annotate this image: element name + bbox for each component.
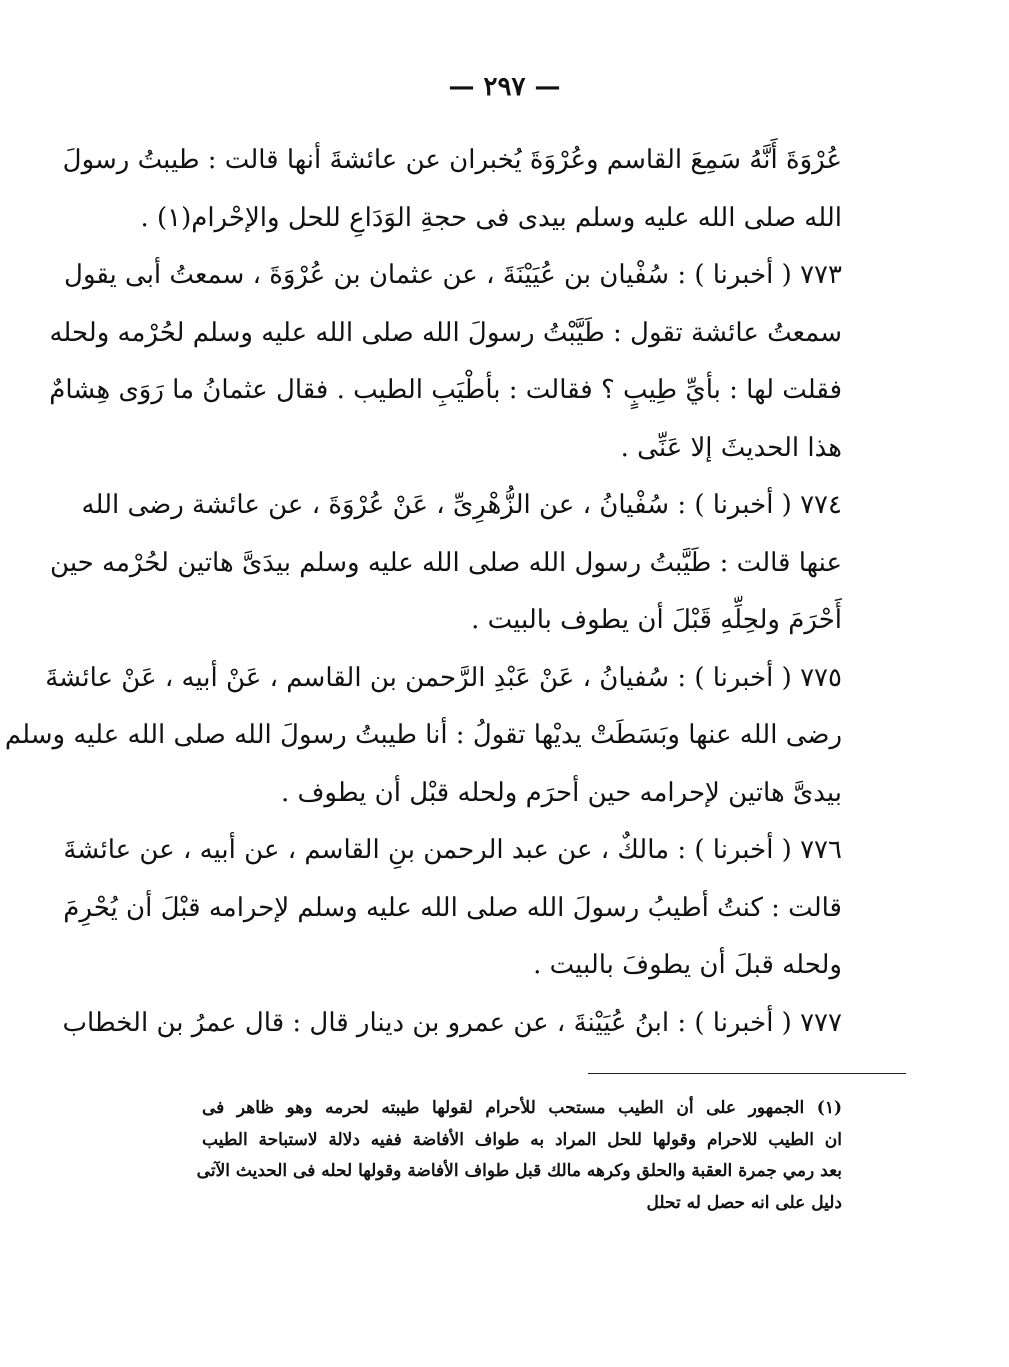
- footnote-line: دليل على انه حصل له تحلل: [646, 1192, 842, 1213]
- footnote-divider: [588, 1073, 906, 1074]
- text-line: بيدىَّ هاتين لإحرامه حين أحرَم ولحله قبْل أن يطوف .: [280, 777, 842, 808]
- text-line: عُرْوَةَ أَنَّهُ سَمِعَ القاسم وعُرْوَةَ يُخبران عن عائشةَ أنها قالت : طيبتُ رسولَ: [62, 145, 842, 175]
- page-number: — ٢٩٧ —: [448, 72, 561, 102]
- text-line: هذا الحديثَ إلا عَنِّى .: [620, 432, 842, 463]
- main-text: [4, 132, 842, 1052]
- text-line: فقلت لها : بأيِّ طِيبٍ ؟ فقالت : بأطْيَبِ الطيب . فقال عثمانُ ما رَوَى هِشامٌ: [49, 375, 842, 405]
- footnote-line: بعد رمي جمرة العقبة والحلق وكرهه مالك قبل طواف الأفاضة وقولها لحله فى الحديث الآتى: [196, 1161, 842, 1181]
- text-line: رضى الله عنها وبَسَطَتْ يديْها تقولُ : أنا طيبتُ رسولَ الله صلى الله عليه وسلم: [4, 720, 842, 750]
- text-line: الله صلى الله عليه وسلم بيدى فى حجةِ الوَدَاعِ للحل والإحْرام(١) .: [140, 202, 842, 233]
- text-line: ولحله قبلَ أن يطوفَ بالبيت .: [533, 950, 842, 980]
- text-line: ٧٧٥ ( أخبرنا ) : سُفيانُ ، عَنْ عَبْدِ الرَّحمن بن القاسم ، عَنْ أبيه ، عَنْ عائشةَ: [45, 662, 842, 693]
- text-line: ٧٧٦ ( أخبرنا ) : مالكٌ ، عن عبد الرحمن بنِ القاسم ، عن أبيه ، عن عائشةَ: [63, 835, 842, 865]
- text-line: ٧٧٤ ( أخبرنا ) : سُفْيانُ ، عن الزُّهْرِىِّ ، عَنْ عُرْوَةَ ، عن عائشة رضى الله: [81, 490, 842, 520]
- text-line: قالت : كنتُ أطيبُ رسولَ الله صلى الله عليه وسلم لإحرامه قبْلَ أن يُحْرِمَ: [63, 892, 842, 923]
- footnotes: [196, 1093, 842, 1219]
- footnote-line: ان الطيب للاحرام وقولها للحل المراد به طواف الأفاضة ففيه دلالة لاستباحة الطيب: [202, 1129, 842, 1150]
- text-line: ٧٧٧ ( أخبرنا ) : ابنُ عُيَيْنةَ ، عن عمرو بن دينار قال : قال عمرُ بن الخطاب: [62, 1007, 842, 1038]
- text-line: أَحْرَمَ ولحِلِّهِ قَبْلَ أن يطوف بالبيت .: [471, 605, 842, 635]
- footnote-line: (١) الجمهور على أن الطيب مستحب للأحرام لقولها طيبته لحرمه وهو ظاهر فى: [202, 1098, 842, 1118]
- text-line: عنها قالت : طَيَّبتُ رسول الله صلى الله عليه وسلم بيدَىَّ هاتين لحُرْمه حين: [50, 547, 842, 578]
- text-line: سمعتُ عائشة تقول : طَيَّبْتُ رسولَ الله صلى الله عليه وسلم لحُرْمه ولحله: [49, 317, 842, 348]
- text-line: ٧٧٣ ( أخبرنا ) : سُفْيان بن عُيَيْنَةَ ، عن عثمان بن عُرْوَةَ ، سمعتُ أبى يقول: [64, 260, 842, 290]
